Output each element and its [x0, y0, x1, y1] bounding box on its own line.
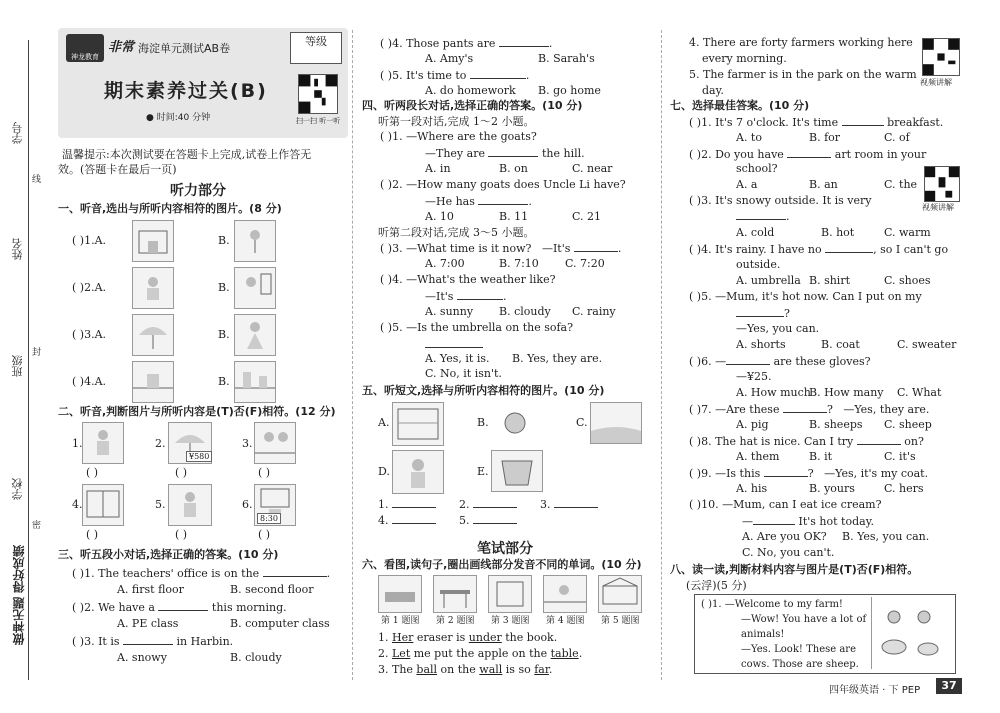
- q7-item-3: ( )3. It's snowy outside. It is very: [689, 194, 872, 207]
- q7-opt-1a: A. to: [736, 131, 762, 144]
- c2-blank-4[interactable]: [499, 36, 549, 47]
- q5-blank-5[interactable]: [473, 513, 517, 524]
- q2-answer-5[interactable]: ( ): [175, 528, 188, 541]
- q8-line-3: animals!: [741, 629, 785, 640]
- c2-opt-5b: B. go home: [538, 84, 601, 97]
- c3-line-4b: every morning.: [702, 52, 787, 65]
- time-limit: ● 时间:40 分钟: [146, 113, 211, 123]
- c2-blank-5[interactable]: [470, 68, 526, 79]
- q8-line-2: —Wow! You have a lot of: [741, 614, 867, 625]
- q5-answer-5: 5.: [459, 513, 517, 528]
- q7-item-7: ( )7. —Are these ? —Yes, they are.: [689, 403, 930, 416]
- q5-answer-3: 3.: [540, 497, 598, 512]
- q5-header: 五、听短文,选择与所听内容相符的图片。(10 分): [362, 384, 605, 397]
- c2-opt-5a: A. do homework: [425, 84, 516, 97]
- q7-opt-5b: B. coat: [821, 338, 860, 351]
- q1-item-2a: ( )2.A.: [72, 281, 107, 294]
- q7-opt-2c: C. the: [884, 178, 918, 191]
- q4-item-2: ( )2. —How many goats does Uncle Li have?: [380, 178, 626, 191]
- binding-sidebar: [0, 0, 52, 713]
- q4-part1-intro: 听第一段对话,完成 1～2 小题。: [378, 115, 535, 128]
- qr-caption: 扫一扫 听一听: [296, 117, 341, 125]
- q3-opt-1b: B. second floor: [230, 583, 314, 596]
- q5-pic-c: [590, 402, 642, 444]
- q2-answer-4[interactable]: ( ): [86, 528, 99, 541]
- q5-label-d: D.: [378, 465, 390, 478]
- q7-opt-6a: A. How much: [736, 386, 811, 399]
- q7-opt-1c: C. of: [884, 131, 910, 144]
- q4-item-4-answer: —It's .: [425, 290, 507, 303]
- q4-item-5: ( )5. —Is the umbrella on the sofa?: [380, 321, 573, 334]
- q7-item-1: ( )1. It's 7 o'clock. It's time breakfast.: [689, 116, 944, 129]
- q4-opt-2c: C. 21: [572, 210, 602, 223]
- c3-line-5b: day.: [702, 84, 724, 97]
- seal-mark-secret: 密: [32, 521, 42, 531]
- c2-q5-line: ( )5. It's time to .: [380, 69, 530, 82]
- q7-opt-8a: A. them: [736, 450, 780, 463]
- q7-opt-10b: B. Yes, you can.: [842, 530, 930, 543]
- clock-icon: ●: [146, 113, 154, 123]
- q1-item-4b: B.: [218, 375, 230, 388]
- q7-opt-4b: B. shirt: [809, 274, 851, 287]
- q7-header: 七、选择最佳答案。(10 分): [670, 99, 810, 112]
- publisher-logo: 神龙教育: [66, 34, 104, 62]
- q7-item-5-blank: ?: [736, 306, 790, 321]
- q4-item-2-answer: —He has .: [425, 195, 532, 208]
- q7-item-2b: school?: [736, 162, 778, 175]
- q4-blank-2[interactable]: [478, 194, 528, 205]
- q7-opt-3a: A. cold: [736, 226, 775, 239]
- c2-opt-4a: A. Amy's: [425, 52, 474, 65]
- q6-pic-5: [598, 575, 642, 613]
- column-divider: [352, 30, 353, 680]
- q7-opt-9c: C. hers: [884, 482, 924, 495]
- q4-opt-1a: A. in: [425, 162, 451, 175]
- q4-opt-5c: C. No, it isn't.: [425, 367, 502, 380]
- q4-header: 四、听两段长对话,选择正确的答案。(10 分): [362, 99, 583, 112]
- q2-answer-3[interactable]: ( ): [258, 466, 271, 479]
- q4-item-4: ( )4. —What's the weather like?: [380, 273, 556, 286]
- q8-source: (云浮)(5 分): [686, 579, 747, 592]
- q7-opt-6c: C. What: [897, 386, 942, 399]
- q7-item-10b: — It's hot today.: [742, 515, 874, 528]
- q3-opt-3b: B. cloudy: [230, 651, 282, 664]
- q8-material-box: [694, 594, 956, 674]
- q1-item-1a: ( )1.A.: [72, 234, 107, 247]
- q1-header: 一、听音,选出与所听内容相符的图片。(8 分): [58, 202, 282, 215]
- q7-opt-5c: C. sweater: [897, 338, 957, 351]
- q2-num-4: 4.: [72, 498, 83, 511]
- brand-name: 非常: [108, 40, 135, 55]
- q7-opt-4a: A. umbrella: [736, 274, 801, 287]
- q5-blank-4[interactable]: [392, 513, 436, 524]
- q6-header: 六、看图,读句子,圈出画线部分发音不同的单词。(10 分): [362, 558, 642, 571]
- q6-word[interactable]: ball: [416, 663, 438, 676]
- q7-blank-1[interactable]: [842, 115, 884, 126]
- q6-caption-3: 第 3 题图: [491, 616, 530, 626]
- q6-sentence-2: 2. Let me put the apple on the table.: [378, 647, 583, 660]
- q6-caption-5: 第 5 题图: [601, 616, 640, 626]
- class-label: 班级: [11, 355, 24, 377]
- q1-item-1b: B.: [218, 234, 230, 247]
- slogan: 做神无题 得好成绩: [12, 545, 26, 646]
- q2-answer-2[interactable]: ( ): [175, 466, 188, 479]
- video-qr-code-1[interactable]: [922, 38, 960, 76]
- q7-opt-9a: A. his: [736, 482, 768, 495]
- q5-label-a: A.: [378, 416, 390, 429]
- q7-item-4b: outside.: [736, 258, 781, 271]
- q2-pic-4: [82, 484, 124, 526]
- q4-item-3: ( )3. —What time is it now? —It's .: [380, 242, 622, 255]
- q5-answer-2: 2.: [459, 497, 517, 512]
- q6-word[interactable]: under: [468, 631, 502, 644]
- q6-pic-2: [433, 575, 477, 613]
- q4-item-5-blank: [425, 337, 483, 352]
- q2-pic-5: [168, 484, 212, 526]
- q6-word[interactable]: Let: [392, 647, 411, 660]
- q4-opt-3b: B. 7:10: [499, 257, 539, 270]
- q1-item-2b: B.: [218, 281, 230, 294]
- q6-caption-1: 第 1 题图: [381, 616, 420, 626]
- q3-opt-1a: A. first floor: [117, 583, 184, 596]
- q5-pic-d: [392, 450, 444, 494]
- q7-item-10: ( )10. —Mum, can I eat ice cream?: [689, 498, 882, 511]
- notice-line-1: 温馨提示:本次测试要在答题卡上完成,试卷上作答无: [62, 148, 312, 161]
- q7-blank-2[interactable]: [787, 147, 831, 158]
- q1-pic-3b: [234, 314, 276, 356]
- q2-answer-6[interactable]: ( ): [258, 528, 271, 541]
- q7-opt-1b: B. for: [809, 131, 841, 144]
- q4-opt-5b: B. Yes, they are.: [512, 352, 603, 365]
- q4-item-1-answer: —They are the hill.: [425, 147, 585, 160]
- q6-word[interactable]: wall: [479, 663, 503, 676]
- video-qr-caption-1: 视频讲解: [920, 78, 952, 87]
- notice-line-2: 效。(答题卡在最后一页): [58, 163, 177, 176]
- writing-section-title: 笔试部分: [477, 541, 533, 557]
- q4-item-1: ( )1. —Where are the goats?: [380, 130, 537, 143]
- q1-pic-4a: [132, 361, 174, 403]
- q2-num-3: 3.: [242, 437, 253, 450]
- q7-item-2: ( )2. Do you have art room in your: [689, 148, 927, 161]
- series-name: 海淀单元测试AB卷: [138, 42, 231, 55]
- q2-pic-3: [254, 422, 296, 464]
- q7-item-6b: —¥25.: [736, 370, 772, 383]
- q5-pic-a: [392, 402, 444, 446]
- video-qr-caption-2: 视频讲解: [922, 203, 954, 212]
- q7-opt-8b: B. it: [809, 450, 833, 463]
- grade-box: 等级: [290, 32, 342, 64]
- q2-pic-1: [82, 422, 124, 464]
- q2-header: 二、听音,判断图片与所听内容是(T)否(F)相符。(12 分): [58, 405, 336, 418]
- q7-opt-7a: A. pig: [736, 418, 769, 431]
- q4-part2-intro: 听第二段对话,完成 3～5 小题。: [378, 226, 535, 239]
- q2-num-5: 5.: [155, 498, 166, 511]
- q7-item-8: ( )8. The hat is nice. Can I try on?: [689, 435, 924, 448]
- q7-opt-10a: A. Are you OK?: [742, 530, 827, 543]
- audio-qr-code[interactable]: [298, 74, 338, 114]
- q4-opt-1b: B. on: [499, 162, 528, 175]
- q1-pic-4b: [234, 361, 276, 403]
- q3-blank-3[interactable]: [123, 634, 173, 645]
- q7-item-3-blank: .: [736, 209, 790, 224]
- q4-opt-4c: C. rainy: [572, 305, 616, 318]
- q4-opt-4b: B. cloudy: [499, 305, 551, 318]
- q3-blank-2[interactable]: [158, 600, 208, 611]
- school-label: 学校: [11, 478, 24, 500]
- q4-opt-2a: A. 10: [425, 210, 454, 223]
- q3-line-3: ( )3. It is in Harbin.: [72, 635, 234, 648]
- q5-answer-1: 1.: [378, 497, 436, 512]
- seal-mark-line: 线: [32, 175, 42, 185]
- q2-num-1: 1.: [72, 437, 83, 450]
- q7-opt-5a: A. shorts: [736, 338, 786, 351]
- student-number-label: 学号: [11, 122, 24, 144]
- q5-blank-1[interactable]: [392, 497, 436, 508]
- q7-opt-8c: C. it's: [884, 450, 916, 463]
- q4-blank-1[interactable]: [488, 146, 538, 157]
- q7-item-6: ( )6. — are these gloves?: [689, 355, 871, 368]
- q6-sentence-3: 3. The ball on the wall is so far.: [378, 663, 553, 676]
- q7-opt-3b: B. hot: [821, 226, 855, 239]
- page-title: 期末素养过关(B): [104, 80, 268, 102]
- q1-item-3b: B.: [218, 328, 230, 341]
- q7-blank-9[interactable]: [764, 466, 808, 477]
- c2-q4-line: ( )4. Those pants are .: [380, 37, 553, 50]
- q7-blank-4[interactable]: [825, 242, 873, 253]
- q3-header: 三、听五段小对话,选择正确的答案。(10 分): [58, 548, 279, 561]
- q2-answer-1[interactable]: ( ): [86, 466, 99, 479]
- c2-opt-4b: B. Sarah's: [538, 52, 595, 65]
- q7-opt-4c: C. shoes: [884, 274, 931, 287]
- footer-book-info: 四年级英语 · 下 PEP: [829, 685, 921, 696]
- q6-pic-1: [378, 575, 422, 613]
- q3-line-2: ( )2. We have a this morning.: [72, 601, 287, 614]
- q7-item-5b: —Yes, you can.: [736, 322, 820, 335]
- q4-blank-5[interactable]: [425, 337, 483, 348]
- farm-illustration: [871, 597, 950, 669]
- column-divider: [661, 30, 662, 680]
- q3-opt-2b: B. computer class: [230, 617, 330, 630]
- seal-mark-seal: 封: [32, 348, 42, 358]
- q4-opt-2b: B. 11: [499, 210, 529, 223]
- q7-opt-9b: B. yours: [809, 482, 855, 495]
- q5-label-e: E.: [477, 465, 489, 478]
- q2-num-6: 6.: [242, 498, 253, 511]
- q4-opt-4a: A. sunny: [425, 305, 474, 318]
- q5-pic-b: [491, 402, 539, 444]
- binding-line: [28, 40, 29, 680]
- q7-blank-3[interactable]: [736, 209, 786, 220]
- listening-section-title: 听力部分: [170, 183, 226, 199]
- q8-line-5: cows. Those are sheep.: [741, 659, 859, 670]
- q7-blank-6[interactable]: [726, 354, 770, 365]
- q3-blank-1[interactable]: [263, 566, 327, 577]
- q6-pic-4: [543, 575, 587, 613]
- q7-blank-7[interactable]: [783, 402, 827, 413]
- q7-blank-8[interactable]: [857, 434, 901, 445]
- q1-pic-2b: [234, 267, 276, 309]
- q7-opt-6b: B. How many: [809, 386, 884, 399]
- q4-opt-3a: A. 7:00: [425, 257, 465, 270]
- q6-word[interactable]: far: [534, 663, 549, 676]
- q6-caption-2: 第 2 题图: [436, 616, 475, 626]
- q7-opt-7b: B. sheeps: [809, 418, 863, 431]
- q8-header: 八、读一读,判断材料内容与图片是(T)否(F)相符。: [670, 563, 919, 576]
- q7-opt-3c: C. warm: [884, 226, 931, 239]
- q7-item-4: ( )4. It's rainy. I have no , so I can't go: [689, 243, 949, 256]
- q1-pic-3a: [132, 314, 174, 356]
- q2-num-2: 2.: [155, 437, 166, 450]
- q6-sentence-1: 1. Her eraser is under the book.: [378, 631, 558, 644]
- q5-pic-e: [491, 450, 543, 492]
- q1-item-4a: ( )4.A.: [72, 375, 107, 388]
- q6-pic-3: [488, 575, 532, 613]
- q7-opt-10c: C. No, you can't.: [742, 546, 835, 559]
- q4-blank-4[interactable]: [457, 289, 503, 300]
- q5-answer-4: 4.: [378, 513, 436, 528]
- q4-opt-3c: C. 7:20: [565, 257, 605, 270]
- clock-display: 8:30: [257, 513, 281, 524]
- q4-opt-5a: A. Yes, it is.: [425, 352, 490, 365]
- q5-label-b: B.: [477, 416, 489, 429]
- q8-line-4: —Yes. Look! These are: [741, 644, 856, 655]
- video-qr-code-2[interactable]: [924, 166, 960, 202]
- q6-word[interactable]: Her: [392, 631, 414, 644]
- q1-pic-1a: [132, 220, 174, 262]
- q7-blank-10[interactable]: [753, 514, 795, 525]
- page-number: 37: [936, 678, 962, 694]
- q7-item-9: ( )9. —Is this ? —Yes, it's my coat.: [689, 467, 929, 480]
- q7-opt-2a: A. a: [736, 178, 758, 191]
- q7-blank-5[interactable]: [736, 306, 784, 317]
- title-banner: [58, 28, 348, 138]
- q7-opt-2b: B. an: [809, 178, 838, 191]
- q1-pic-2a: [132, 267, 174, 309]
- q1-pic-1b: [234, 220, 276, 262]
- q5-blank-3[interactable]: [554, 497, 598, 508]
- c3-line-5: 5. The farmer is in the park on the warm: [689, 68, 917, 81]
- q4-blank-3[interactable]: [574, 241, 618, 252]
- q6-word[interactable]: table: [550, 647, 579, 660]
- q3-opt-2a: A. PE class: [117, 617, 179, 630]
- q6-caption-4: 第 4 题图: [546, 616, 585, 626]
- q1-item-3a: ( )3.A.: [72, 328, 107, 341]
- q5-blank-2[interactable]: [473, 497, 517, 508]
- q4-opt-1c: C. near: [572, 162, 613, 175]
- q8-line-1: ( )1. —Welcome to my farm!: [701, 599, 843, 610]
- price-tag: ¥580: [186, 451, 212, 462]
- c3-line-4: 4. There are forty farmers working here: [689, 36, 913, 49]
- name-label: 姓名: [11, 238, 24, 260]
- q3-line-1: ( )1. The teachers' office is on the .: [72, 567, 331, 580]
- q5-label-c: C.: [576, 416, 588, 429]
- q7-item-5: ( )5. —Mum, it's hot now. Can I put on my: [689, 290, 922, 303]
- q3-opt-3a: A. snowy: [117, 651, 167, 664]
- q7-opt-7c: C. sheep: [884, 418, 932, 431]
